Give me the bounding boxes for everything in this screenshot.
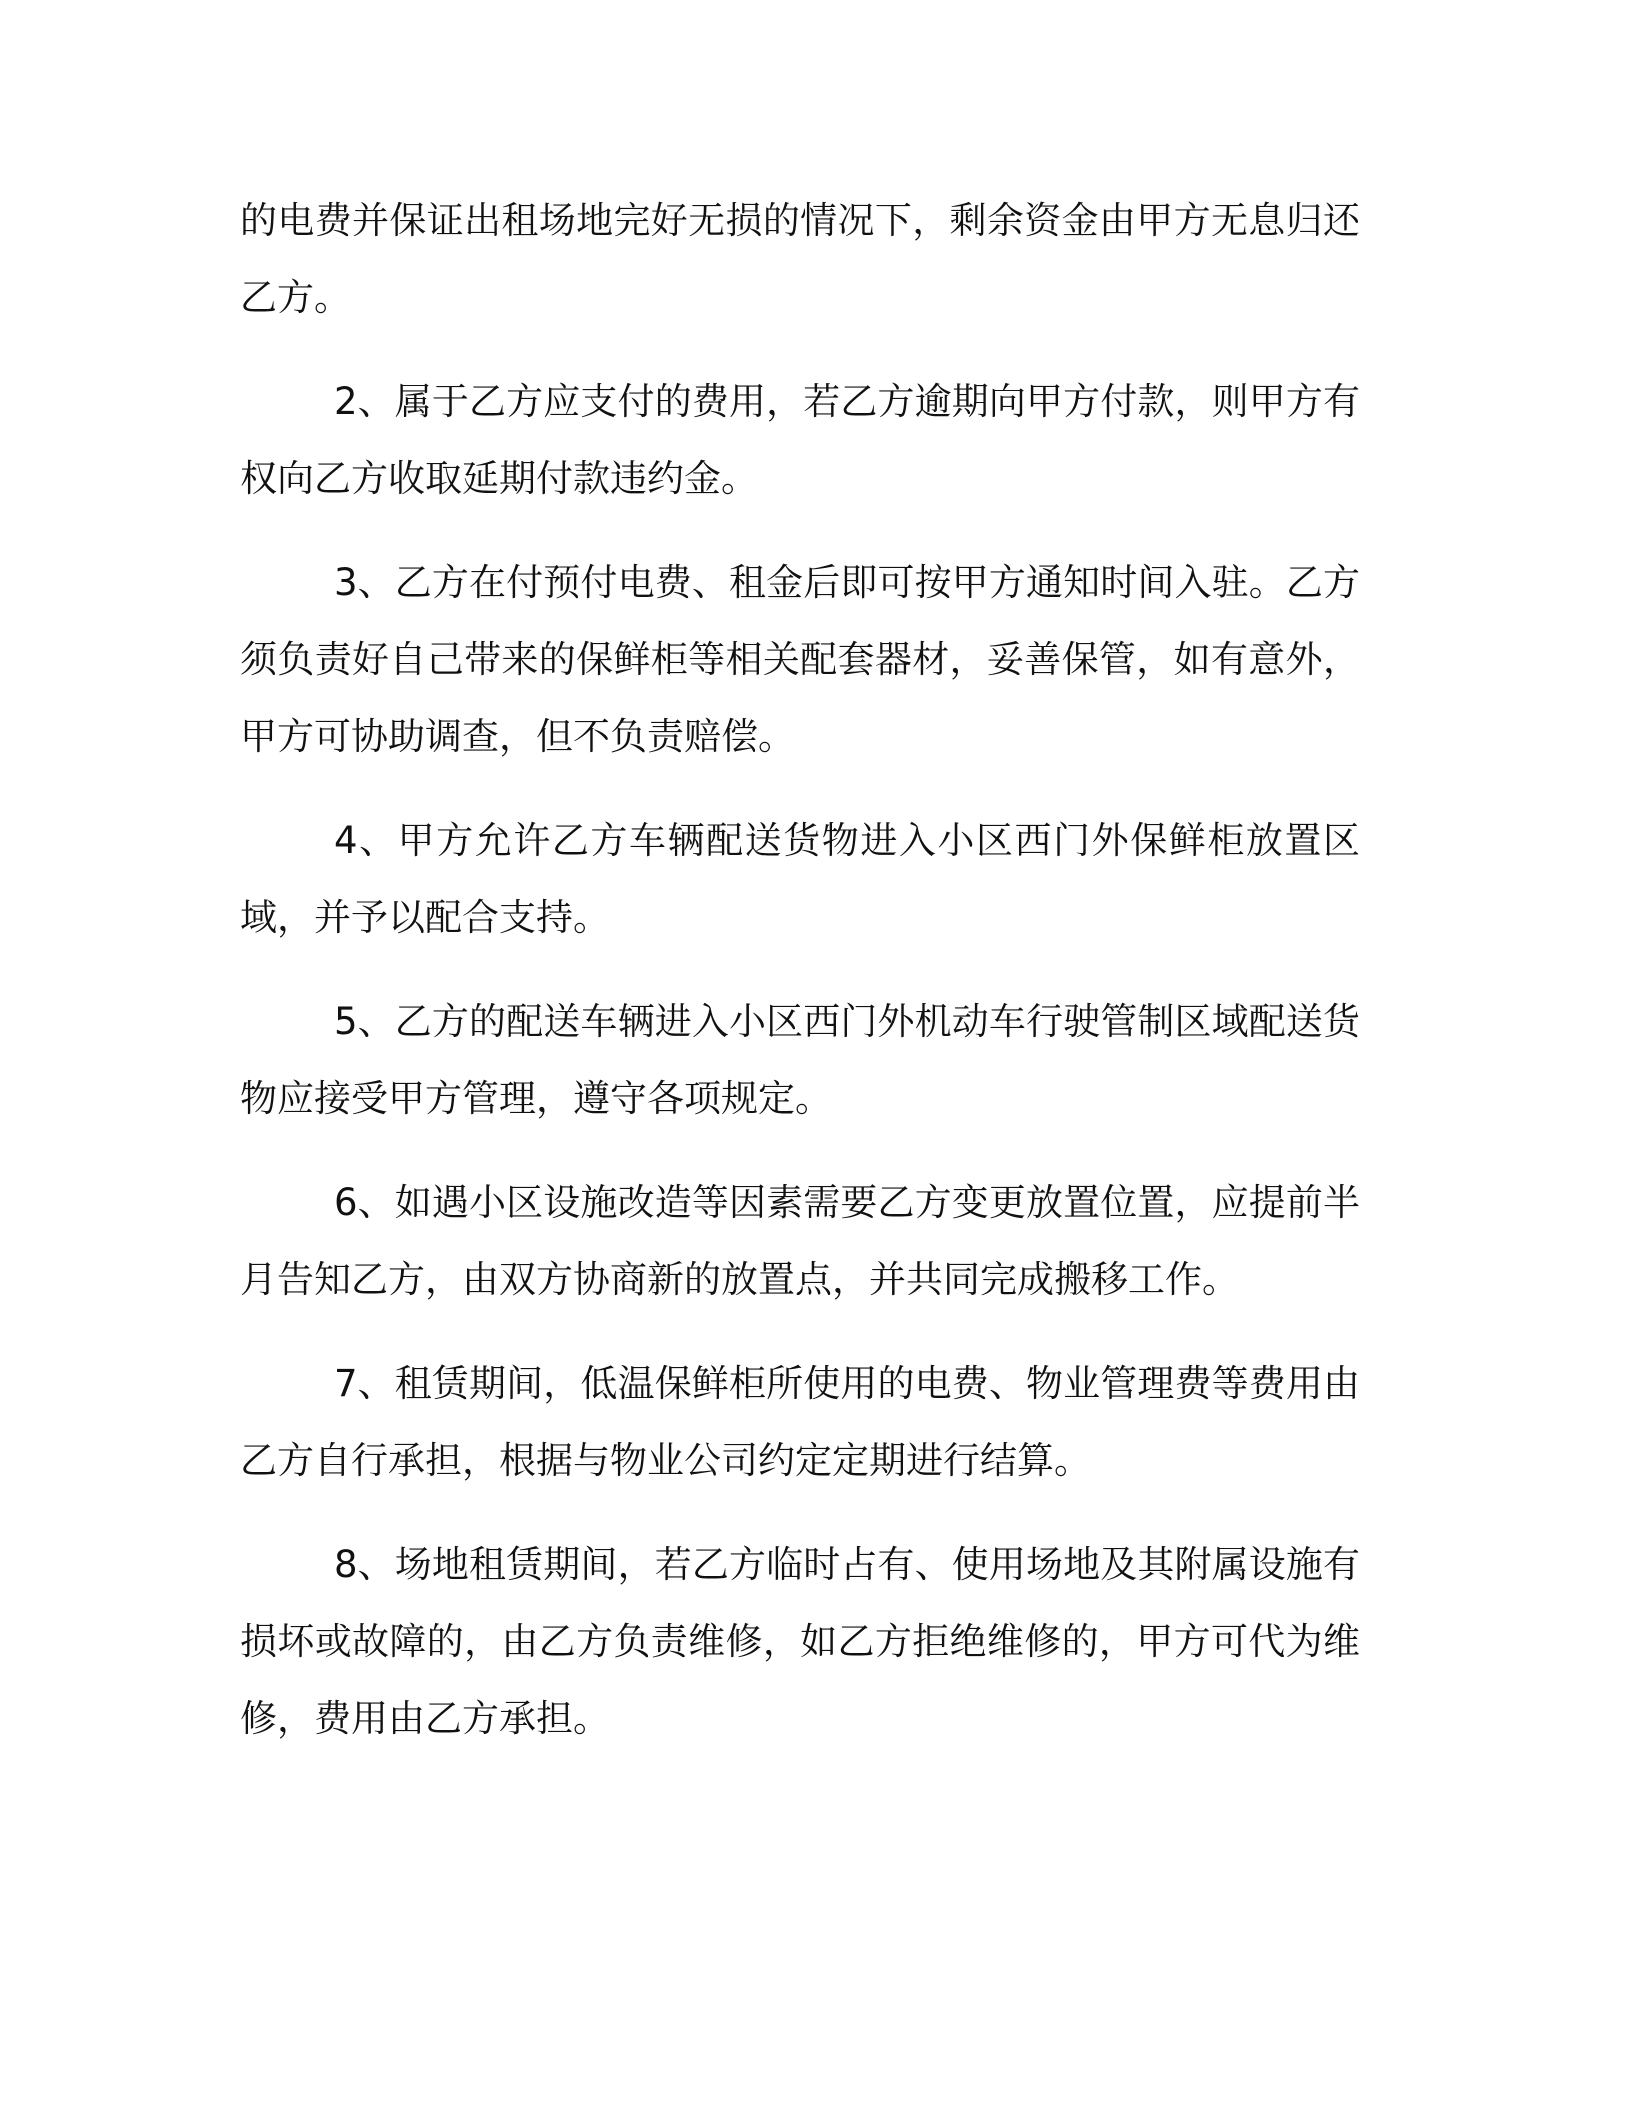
document-body [240,182,1360,1784]
paragraph-clause-2: 2、属于乙方应支付的费用，若乙方逾期向甲方付款，则甲方有权向乙方收取延期付款违约金。 [240,380,1360,500]
paragraph-clause-4: 4、甲方允许乙方车辆配送货物进入小区西门外保鲜柜放置区域，并予以配合支持。 [240,819,1360,939]
paragraph-clause-7: 7、租赁期间，低温保鲜柜所使用的电费、物业管理费等费用由乙方自行承担，根据与物业公司约定定期进行结算。 [240,1362,1360,1482]
paragraph-continuation: 的电费并保证出租场地完好无损的情况下，剩余资金由甲方无息归还乙方。 [240,199,1360,319]
paragraph-clause-3: 3、乙方在付预付电费、租金后即可按甲方通知时间入驻。乙方须负责好自己带来的保鲜柜等相关配套器材，妥善保管，如有意外，甲方可协助调查，但不负责赔偿。 [240,561,1360,758]
paragraph-clause-8: 8、场地租赁期间，若乙方临时占有、使用场地及其附属设施有损坏或故障的，由乙方负责维修，如乙方拒绝维修的，甲方可代为维修，费用由乙方承担。 [240,1543,1360,1740]
paragraph-clause-5: 5、乙方的配送车辆进入小区西门外机动车行驶管制区域配送货物应接受甲方管理，遵守各项规定。 [240,1000,1360,1120]
paragraph-clause-6: 6、如遇小区设施改造等因素需要乙方变更放置位置，应提前半月告知乙方，由双方协商新的放置点，并共同完成搬移工作。 [240,1181,1360,1301]
